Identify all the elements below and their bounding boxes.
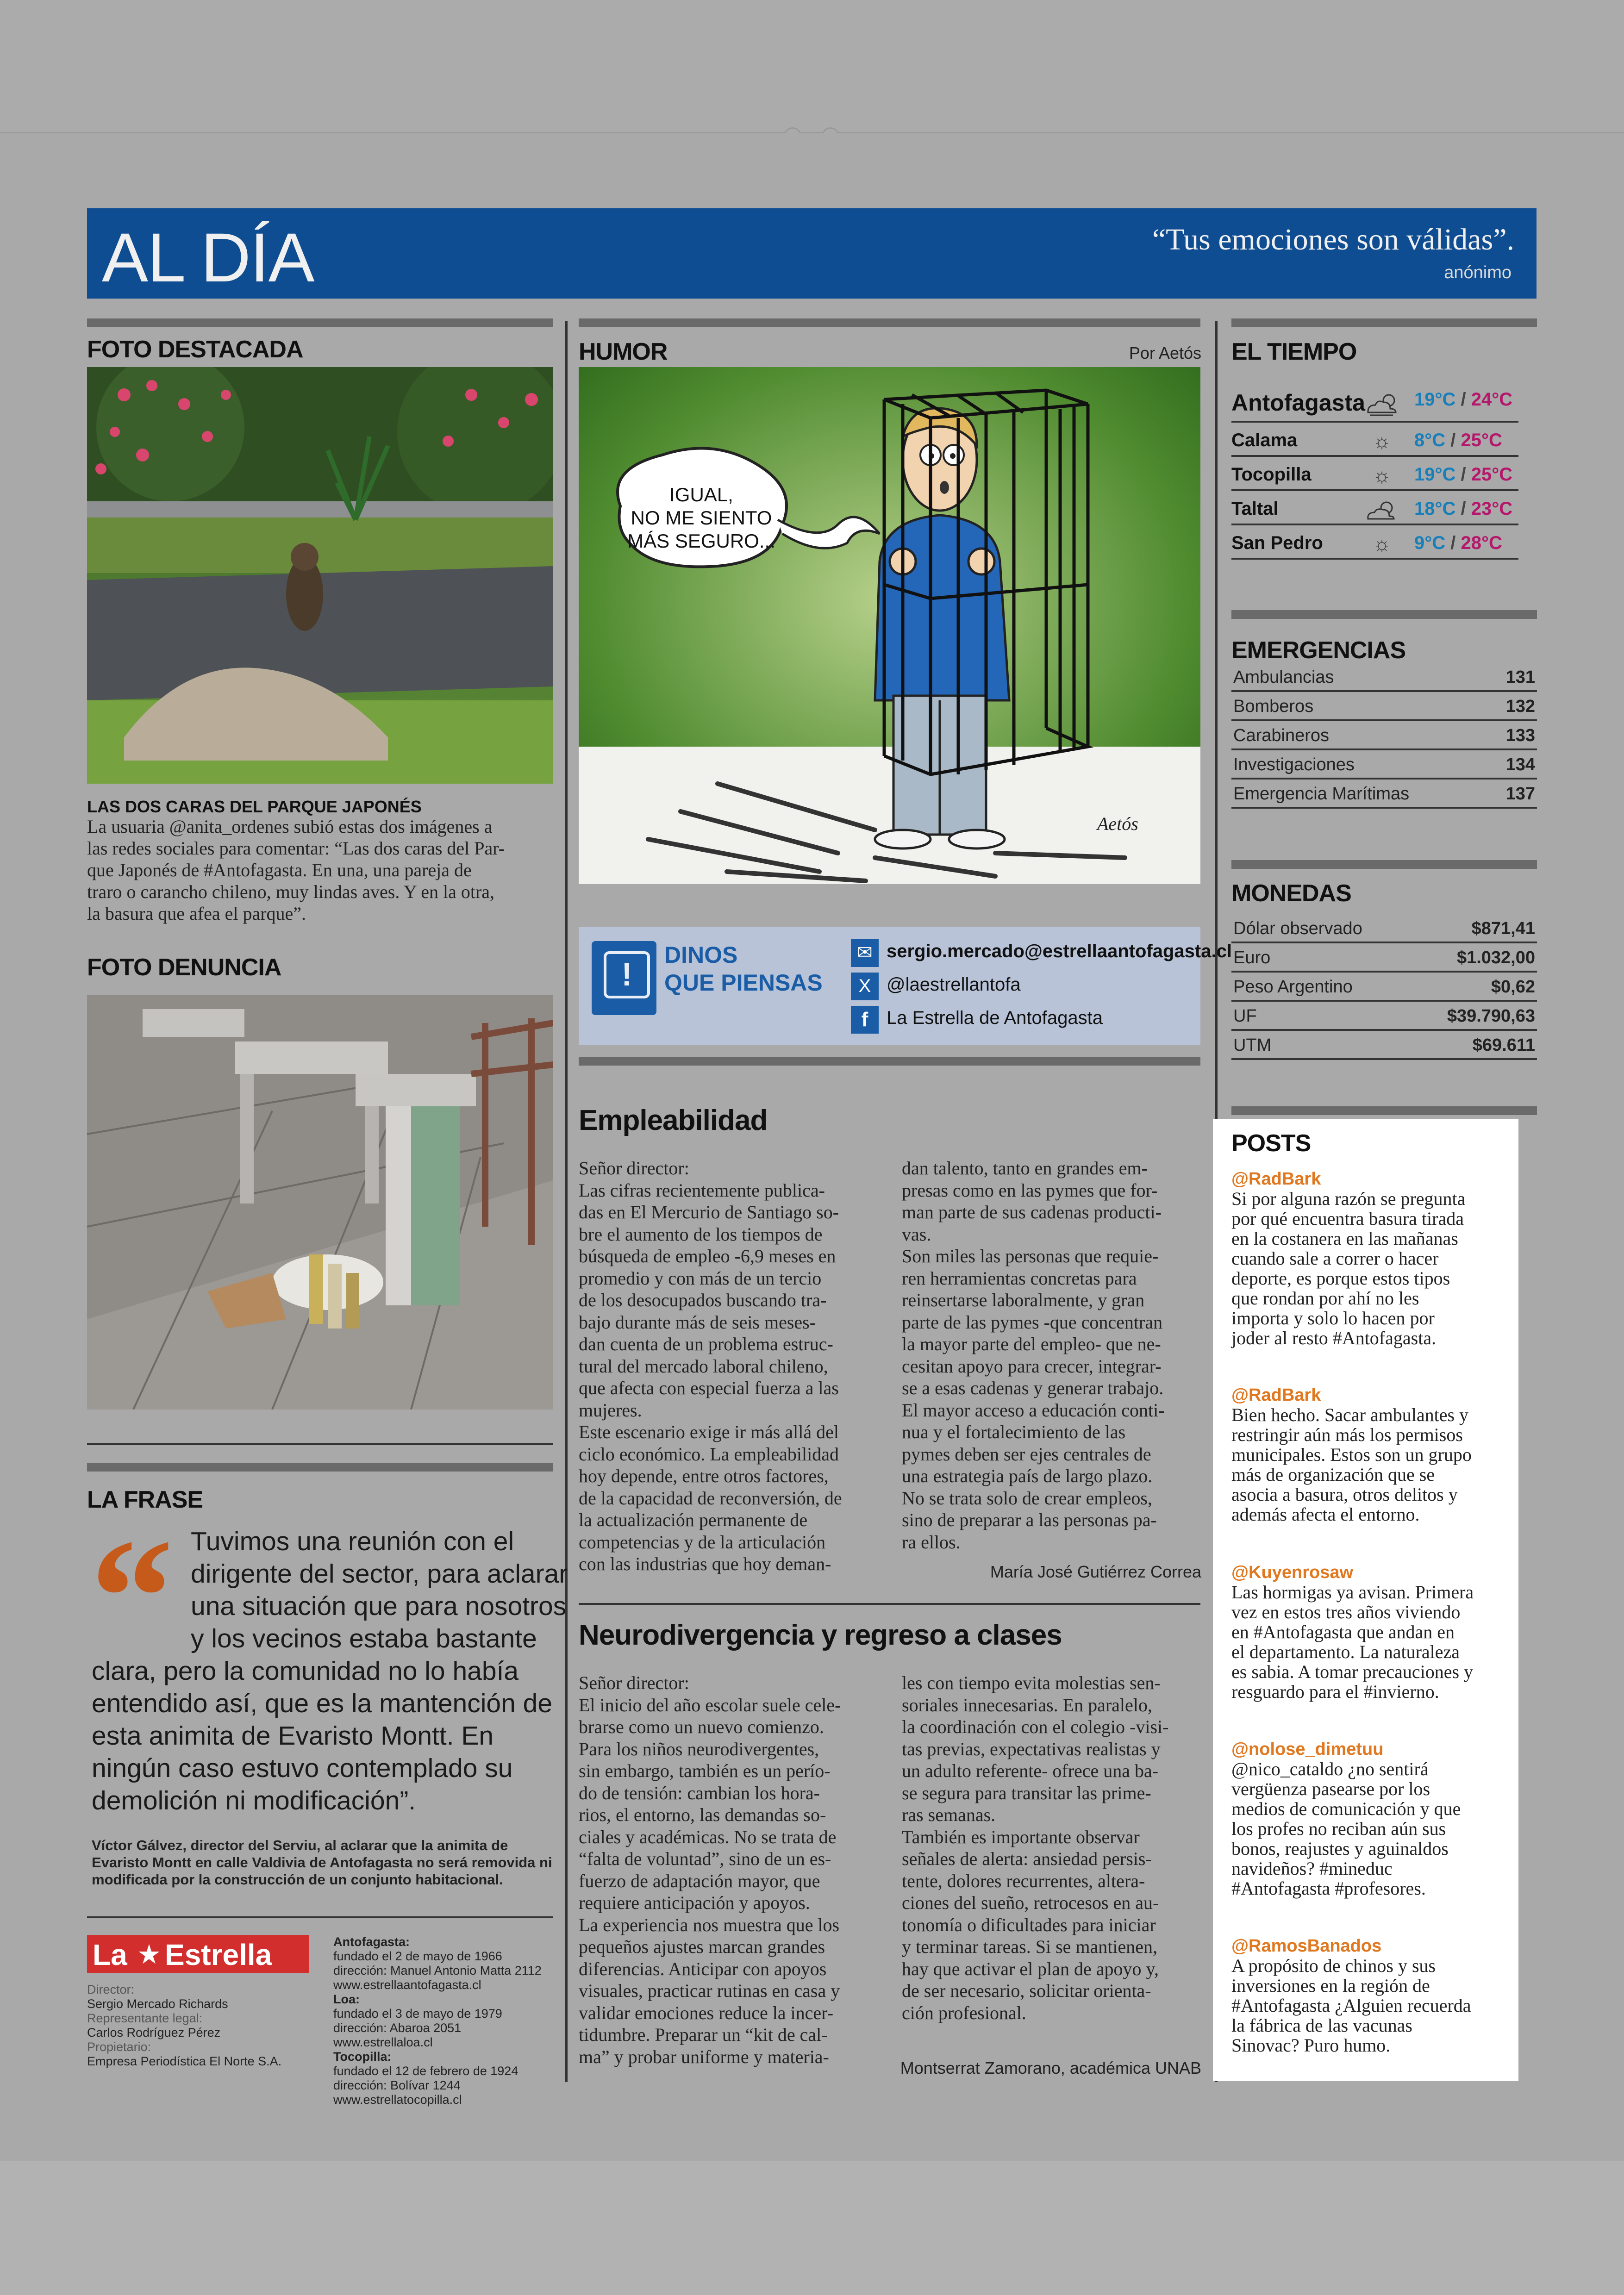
weather-city: Taltal xyxy=(1231,499,1279,519)
phone-number[interactable]: 137 xyxy=(1489,779,1537,808)
weather-main-row xyxy=(1231,387,1518,423)
letter-line: tonomía o dificultades para iniciar xyxy=(902,1914,1156,1935)
row-label: Investigaciones xyxy=(1231,749,1489,779)
star-icon: ★ xyxy=(137,1940,161,1970)
letter-line: La experiencia nos muestra que los xyxy=(579,1914,840,1935)
phone-number[interactable]: 133 xyxy=(1489,720,1537,749)
temp-min: 19°C xyxy=(1414,389,1456,410)
la-estrella-logo xyxy=(87,1935,309,1973)
x-icon: X xyxy=(851,973,879,1000)
imprint-line: fundado el 12 de febrero de 1924 xyxy=(333,2064,518,2078)
letter-line: ren herramientas concretas para xyxy=(902,1267,1137,1289)
caption-line: que Japonés de #Antofagasta. En una, una pareja de xyxy=(87,860,472,880)
post-line: inversiones en la región de xyxy=(1231,1975,1430,1996)
frase-quote-indented xyxy=(191,1525,568,1655)
letter-line: fuerzo de adaptación mayor, que xyxy=(579,1870,820,1891)
letter-line: man parte de sus cadenas producti- xyxy=(902,1202,1162,1222)
humor-author: Por Aetós xyxy=(1129,343,1201,362)
post-line: importa y solo lo hacen por xyxy=(1231,1308,1435,1328)
quote-mark-icon: “ xyxy=(90,1504,174,1689)
currency-value: $871,41 xyxy=(1412,914,1537,942)
currency-value: $0,62 xyxy=(1412,972,1537,1001)
phone-number[interactable]: 134 xyxy=(1489,749,1537,779)
post-line: A propósito de chinos y sus xyxy=(1231,1955,1436,1976)
letter-line: que afecta con especial fuerza a las xyxy=(579,1378,839,1398)
imprint-editions xyxy=(333,1935,542,2107)
table-row xyxy=(1231,1030,1537,1059)
section-divider xyxy=(579,1603,1200,1605)
contact-facebook[interactable]: La Estrella de Antofagasta xyxy=(887,1008,1103,1028)
imprint-link[interactable]: www.estrellaloa.cl xyxy=(333,2035,433,2049)
letter-line: se a esas cadenas y generar trabajo. xyxy=(902,1378,1164,1398)
post-line: asocia a basura, otros delitos y xyxy=(1231,1484,1458,1505)
post-text xyxy=(1231,1189,1514,1348)
weather-heading: EL TIEMPO xyxy=(1231,338,1357,365)
contact-title-line: QUE PIENSAS xyxy=(664,970,823,996)
post-text xyxy=(1231,1405,1514,1524)
letter-line: brarse como un nuevo comienzo. xyxy=(579,1716,824,1737)
letter-line: y terminar tareas. Si se mantienen, xyxy=(902,1936,1158,1957)
letter-line: les con tiempo evita molestias sen- xyxy=(902,1672,1161,1693)
frase-line: demolición ni modificación”. xyxy=(92,1786,416,1815)
table-row xyxy=(1231,779,1537,808)
section-masthead xyxy=(87,208,1537,299)
post-line: municipales. Estos son un grupo xyxy=(1231,1444,1472,1465)
frase-line: clara, pero la comunidad no lo había xyxy=(92,1656,519,1686)
row-label: Ambulancias xyxy=(1231,663,1489,691)
imprint-line: Sergio Mercado Richards xyxy=(87,1997,228,2011)
mail-icon: ✉ xyxy=(851,939,879,967)
sun-icon: ☼ xyxy=(1372,533,1392,555)
post-line: además afecta el entorno. xyxy=(1231,1504,1420,1525)
foto-destacada-heading: FOTO DESTACADA xyxy=(87,336,303,363)
section-rule xyxy=(1231,860,1537,869)
weather-temp-range: 18°C / 23°C xyxy=(1414,499,1513,519)
phone-number[interactable]: 132 xyxy=(1489,691,1537,720)
letter-line: la coordinación con el colegio -visi- xyxy=(902,1716,1169,1737)
bottom-margin xyxy=(0,2161,1624,2295)
imprint-line: Propietario: xyxy=(87,2040,151,2054)
letter-line: Para los niños neurodivergentes, xyxy=(579,1738,819,1759)
temp-max: 23°C xyxy=(1471,499,1513,519)
letter-column xyxy=(579,1157,887,1575)
letter-line: competencias y de la articulación xyxy=(579,1531,826,1553)
post-line: es sabia. A tomar precauciones y xyxy=(1231,1661,1474,1682)
imprint-line: dirección: Manuel Antonio Matta 2112 xyxy=(333,1964,542,1977)
letter-line: vas. xyxy=(902,1223,931,1245)
temp-max: 24°C xyxy=(1471,389,1513,410)
emergencias-heading: EMERGENCIAS xyxy=(1231,637,1406,664)
imprint-link[interactable]: www.estrellaantofagasta.cl xyxy=(333,1978,481,1992)
section-rule xyxy=(1231,610,1537,619)
post-line: la fábrica de las vacunas xyxy=(1231,2015,1412,2036)
post-line: el departamento. La naturaleza xyxy=(1231,1641,1460,1662)
frase-line: ningún caso estuvo contemplado su xyxy=(92,1753,513,1783)
imprint-line: Empresa Periodística El Norte S.A. xyxy=(87,2054,282,2068)
monedas-heading: MONEDAS xyxy=(1231,880,1351,907)
post-text xyxy=(1231,1582,1514,1702)
letter-line: tural del mercado laboral chileno, xyxy=(579,1355,828,1377)
post-line: vez en estos tres años viviendo xyxy=(1231,1602,1461,1622)
post-line: en la costanera en las mañanas xyxy=(1231,1228,1458,1249)
row-label: Bomberos xyxy=(1231,691,1489,720)
post-line: Si por alguna razón se pregunta xyxy=(1231,1188,1466,1209)
featured-photo xyxy=(87,367,553,784)
contact-x-handle[interactable]: @laestrellantofa xyxy=(887,974,1021,995)
letter-line: ciales y académicas. No se trata de xyxy=(579,1826,837,1847)
section-divider xyxy=(87,1916,553,1918)
row-label: Emergencia Marítimas xyxy=(1231,779,1489,808)
post-handle[interactable]: @Kuyenrosaw xyxy=(1231,1563,1354,1582)
post-handle[interactable]: @nolose_dimetuu xyxy=(1231,1740,1384,1759)
letter-line: El inicio del año escolar suele cele- xyxy=(579,1694,841,1715)
letter-signature: Montserrat Zamorano, académica UNAB xyxy=(900,2058,1201,2077)
post-line: más de organización que se xyxy=(1231,1464,1435,1485)
post-line: deporte, es porque estos tipos xyxy=(1231,1268,1450,1289)
cloudy-sun-icon xyxy=(1363,392,1400,417)
frase-line: entendido así, que es la mantención de xyxy=(92,1689,553,1718)
post-line: vergüenza pasearse por los xyxy=(1231,1778,1430,1799)
post-line: #Antofagasta #profesores. xyxy=(1231,1878,1426,1899)
letter-column xyxy=(579,1672,887,2068)
frase-line: dirigente del sector, para aclarar xyxy=(191,1559,568,1589)
post-handle[interactable]: @RadBark xyxy=(1231,1385,1321,1405)
posts-panel xyxy=(1213,1119,1518,2081)
weather-row xyxy=(1231,495,1518,525)
letter-line: Este escenario exige ir más allá del xyxy=(579,1422,839,1442)
letter-line: dan talento, tanto en grandes em- xyxy=(902,1158,1148,1179)
speech-line: NO ME SIENTO xyxy=(631,507,772,529)
letter-line: de ser necesario, solicitar orienta- xyxy=(902,1980,1151,2001)
letter-line: de los desocupados buscando tra- xyxy=(579,1290,827,1310)
attribution-line: Evaristo Montt en calle Valdivia de Antofagasta no será removida ni xyxy=(92,1854,552,1871)
humor-cartoon xyxy=(579,367,1200,884)
caption-line: las redes sociales para comentar: “Las dos caras del Par- xyxy=(87,838,505,859)
letter-line: Señor director: xyxy=(579,1672,689,1693)
currency-value: $1.032,00 xyxy=(1412,942,1537,972)
frase-quote-full xyxy=(92,1655,552,1817)
weather-city: Antofagasta xyxy=(1231,390,1365,416)
caption-line: La usuaria @anita_ordenes subió estas dos imágenes a xyxy=(87,816,493,837)
attribution-line: Víctor Gálvez, director del Serviu, al aclarar que la animita de xyxy=(92,1837,508,1853)
contact-title-line: DINOS xyxy=(664,942,738,968)
posts-heading: POSTS xyxy=(1231,1130,1311,1157)
letter-line: un adulto referente- ofrece una ba- xyxy=(902,1760,1159,1781)
humor-heading: HUMOR xyxy=(579,338,668,365)
frase-line: Tuvimos una reunión con el xyxy=(191,1527,514,1556)
photo-caption-title: LAS DOS CARAS DEL PARQUE JAPONÉS xyxy=(87,797,422,816)
letter-line: mujeres. xyxy=(579,1399,642,1421)
letter-line: Son miles las personas que requie- xyxy=(902,1246,1159,1266)
letter-line: reinsertarse laboralmente, y gran xyxy=(902,1290,1145,1310)
post-handle[interactable]: @RamosBanados xyxy=(1231,1936,1382,1956)
photo-caption-text xyxy=(87,816,553,924)
post-line: bonos, reajustes y aguinaldos xyxy=(1231,1838,1449,1859)
letter-line: “falta de voluntad”, sino de un es- xyxy=(579,1848,831,1869)
logo-text-b: Estrella xyxy=(165,1938,272,1971)
post-line: medios de comunicación y que xyxy=(1231,1798,1461,1819)
phone-number[interactable]: 131 xyxy=(1489,663,1537,691)
weather-city: Tocopilla xyxy=(1231,464,1312,485)
letter-line: la mayor parte del empleo- que ne- xyxy=(902,1334,1161,1354)
section-rule xyxy=(87,1463,553,1472)
letter-line: promedio y con más de un tercio xyxy=(579,1267,822,1289)
letter-column xyxy=(902,1672,1210,2024)
emergencias-table xyxy=(1231,663,1537,809)
frase-line: y los vecinos estaba bastante xyxy=(191,1624,537,1653)
foto-denuncia-heading: FOTO DENUNCIA xyxy=(87,954,281,981)
contact-email[interactable]: sergio.mercado@estrellaantofagasta.cl xyxy=(887,941,1232,961)
table-row xyxy=(1231,942,1537,972)
temp-max: 25°C xyxy=(1461,430,1502,450)
table-row xyxy=(1231,663,1537,691)
weather-city: Calama xyxy=(1231,430,1298,450)
post-line: Bien hecho. Sacar ambulantes y xyxy=(1231,1404,1469,1425)
contact-box xyxy=(579,927,1232,1045)
table-row xyxy=(1231,691,1537,720)
letter-line: con las industrias que hoy deman- xyxy=(579,1553,831,1574)
letter-line: tas previas, expectativas realistas y xyxy=(902,1738,1161,1759)
speech-exclamation-icon: ! xyxy=(592,941,656,1015)
imprint-line: dirección: Bolívar 1244 xyxy=(333,2078,461,2092)
row-label: UTM xyxy=(1231,1030,1412,1059)
temp-min: 8°C xyxy=(1414,430,1446,450)
imprint-staff xyxy=(87,1983,281,2069)
denuncia-photo xyxy=(87,995,553,1409)
letter-line: También es importante observar xyxy=(902,1826,1140,1847)
caption-line: la basura que afea el parque”. xyxy=(87,903,306,924)
imprint-line: Antofagasta: xyxy=(333,1935,410,1949)
letter-line: parte de las pymes -que concentran xyxy=(902,1311,1163,1333)
post-line: Las hormigas ya avisan. Primera xyxy=(1231,1582,1474,1603)
letter-line: ciones del sueño, retrocesos en au- xyxy=(902,1892,1159,1913)
imprint-line: Loa: xyxy=(333,1992,360,2006)
post-handle[interactable]: @RadBark xyxy=(1231,1169,1321,1189)
letter-line: cesitan apoyo para crecer, integrar- xyxy=(902,1355,1162,1377)
letter-line: Señor director: xyxy=(579,1158,689,1179)
currency-value: $69.611 xyxy=(1412,1030,1537,1059)
row-label: Peso Argentino xyxy=(1231,972,1412,1001)
post-line: navideños? #mineduc xyxy=(1231,1858,1393,1879)
letter-line: bre el aumento de los tiempos de xyxy=(579,1223,823,1245)
speech-line: MÁS SEGURO... xyxy=(627,530,775,552)
post-line: restringir aún más los permisos xyxy=(1231,1424,1463,1445)
sun-icon: ☼ xyxy=(1372,430,1392,453)
letter-line: pymes deben ser ejes centrales de xyxy=(902,1443,1151,1465)
post-line: cuando sale a correr o hacer xyxy=(1231,1248,1439,1269)
letter-line: búsqueda de empleo -6,9 meses en xyxy=(579,1246,836,1266)
letter-line: señales de alerta: ansiedad persis- xyxy=(902,1848,1152,1869)
currency-value: $39.790,63 xyxy=(1412,1001,1537,1030)
post-line: los profes no reciban aún sus xyxy=(1231,1818,1446,1839)
section-rule xyxy=(87,318,553,327)
masthead-quote-author: anónimo xyxy=(1444,263,1512,282)
temp-max: 28°C xyxy=(1461,533,1502,553)
section-rule xyxy=(579,318,1200,327)
table-row xyxy=(1231,972,1537,1001)
post-line: resguardo para el #invierno. xyxy=(1231,1681,1439,1702)
weather-row xyxy=(1231,426,1518,457)
letter-line: soriales innecesarias. En paralelo, xyxy=(902,1694,1152,1715)
letter-line: dan cuenta de un problema estruc- xyxy=(579,1334,833,1354)
imprint-line: fundado el 2 de mayo de 1966 xyxy=(333,1949,502,1963)
imprint-link[interactable]: www.estrellatocopilla.cl xyxy=(333,2093,462,2107)
partly-cloudy-icon xyxy=(1363,499,1400,524)
weather-temp-range: 8°C / 25°C xyxy=(1414,430,1502,450)
letter-line: ción profesional. xyxy=(902,2002,1026,2023)
weather-row xyxy=(1231,529,1518,560)
la-frase-heading: LA FRASE xyxy=(87,1486,203,1513)
letter-column xyxy=(902,1157,1210,1553)
table-row xyxy=(1231,1001,1537,1030)
post-line: que rondan por ahí no les xyxy=(1231,1288,1419,1309)
weather-row xyxy=(1231,461,1518,491)
letter-line: la actualización permanente de xyxy=(579,1509,808,1530)
imprint-line: Carlos Rodríguez Pérez xyxy=(87,2026,221,2039)
attribution-line: modificada por la construcción de un conjunto habitacional. xyxy=(92,1871,503,1888)
table-row xyxy=(1231,720,1537,749)
post-text xyxy=(1231,1956,1514,2055)
frase-line: una situación que para nosotros xyxy=(191,1591,567,1621)
letter-line: se segura para transitar las prime- xyxy=(902,1782,1151,1803)
letter-line: ma” y probar uniforme y materia- xyxy=(579,2046,829,2067)
letter-line: hoy depende, entre otros factores, xyxy=(579,1466,829,1486)
imprint-line: fundado el 3 de mayo de 1979 xyxy=(333,2007,502,2021)
letter-line: No se trata solo de crear empleos, xyxy=(902,1487,1152,1509)
letter-line: El mayor acceso a educación conti- xyxy=(902,1399,1165,1421)
letter-line: visuales, practicar rutinas en casa y xyxy=(579,1980,840,2001)
row-label: Carabineros xyxy=(1231,720,1489,749)
temp-min: 9°C xyxy=(1414,533,1446,553)
masthead-quote: “Tus emociones son válidas”. xyxy=(1152,223,1514,256)
top-margin xyxy=(0,0,1624,132)
table-row xyxy=(1231,914,1537,942)
sun-icon: ☼ xyxy=(1372,464,1392,487)
letter-line: tidumbre. Preparar un “kit de cal- xyxy=(579,2024,828,2045)
cartoonist-signature: Aetós xyxy=(1097,813,1138,834)
temp-min: 18°C xyxy=(1414,499,1456,519)
weather-temp-range: 9°C / 28°C xyxy=(1414,533,1502,553)
imprint-line: Representante legal: xyxy=(87,2011,203,2025)
speech-line: IGUAL, xyxy=(669,484,733,505)
weather-temp-range: 19°C / 25°C xyxy=(1414,464,1513,485)
letter-line: presas como en las pymes que for- xyxy=(902,1179,1158,1201)
letter-signature: María José Gutiérrez Correa xyxy=(990,1562,1201,1581)
letter-line: de la capacidad de reconversión, de xyxy=(579,1487,842,1509)
logo-text-a: La xyxy=(93,1938,127,1971)
post-line: #Antofagasta ¿Alguien recuerda xyxy=(1231,1995,1471,2016)
section-divider xyxy=(87,1443,553,1445)
letter-line: rios, el entorno, las demandas so- xyxy=(579,1804,826,1825)
section-rule xyxy=(579,1057,1200,1066)
letter-line: requiere anticipación y apoyos. xyxy=(579,1892,810,1913)
letter-line: tente, dolores recurrentes, altera- xyxy=(902,1870,1145,1891)
row-label: UF xyxy=(1231,1001,1412,1030)
letter-line: bajo durante más de seis meses- xyxy=(579,1311,816,1333)
letter-line: sin embargo, también es un perío- xyxy=(579,1760,831,1781)
row-label: Euro xyxy=(1231,942,1412,972)
section-title: AL DÍA xyxy=(102,218,314,296)
letter-line: do de tensión: cambian los hora- xyxy=(579,1782,820,1803)
weather-temp-range: 19°C / 24°C xyxy=(1414,389,1513,410)
frase-line: esta animita de Evaristo Montt. En xyxy=(92,1721,494,1751)
letter-line: hay que activar el plan de apoyo y, xyxy=(902,1958,1159,1979)
letter-line: ras semanas. xyxy=(902,1804,996,1825)
frase-attribution xyxy=(92,1837,552,1888)
temp-max: 25°C xyxy=(1471,464,1513,485)
contact-title xyxy=(664,941,823,997)
letter-line: sino de preparar a las personas pa- xyxy=(902,1509,1157,1530)
letter-line: validar emociones reduce la incer- xyxy=(579,2002,834,2023)
letter-title: Neurodivergencia y regreso a clases xyxy=(579,1619,1062,1651)
imprint-line: Tocopilla: xyxy=(333,2050,392,2064)
column-divider-1 xyxy=(565,321,568,2082)
letter-line: ciclo económico. La empleabilidad xyxy=(579,1443,839,1465)
letter-line: Las cifras recientemente publica- xyxy=(579,1179,825,1201)
letter-title: Empleabilidad xyxy=(579,1104,768,1136)
post-text xyxy=(1231,1759,1514,1898)
post-line: en #Antofagasta que andan en xyxy=(1231,1621,1455,1642)
letter-line: diferencias. Anticipar con apoyos xyxy=(579,1958,827,1979)
letter-line: nua y el fortalecimiento de las xyxy=(902,1422,1126,1442)
post-line: por qué encuentra basura tirada xyxy=(1231,1208,1464,1229)
section-rule xyxy=(1231,318,1537,327)
section-rule xyxy=(1231,1106,1537,1115)
letter-line: pequeños ajustes marcan grandes xyxy=(579,1936,825,1957)
temp-min: 19°C xyxy=(1414,464,1456,485)
weather-city: San Pedro xyxy=(1231,533,1323,553)
imprint-line: dirección: Abaroa 2051 xyxy=(333,2021,462,2035)
letter-line: das en El Mercurio de Santiago so- xyxy=(579,1202,839,1222)
imprint-line: Director: xyxy=(87,1983,135,1996)
post-line: @nico_cataldo ¿no sentirá xyxy=(1231,1759,1429,1779)
letter-line: ra ellos. xyxy=(902,1531,961,1553)
post-line: joder al resto #Antofagasta. xyxy=(1231,1328,1437,1348)
caption-line: traro o carancho chileno, muy lindas aves. Y en la otra, xyxy=(87,881,495,902)
monedas-table xyxy=(1231,914,1537,1060)
row-label: Dólar observado xyxy=(1231,914,1412,942)
letter-line: una estrategia país de largo plazo. xyxy=(902,1466,1153,1486)
post-line: Sinovac? Puro humo. xyxy=(1231,2035,1391,2056)
facebook-icon: f xyxy=(851,1006,879,1034)
table-row xyxy=(1231,749,1537,779)
